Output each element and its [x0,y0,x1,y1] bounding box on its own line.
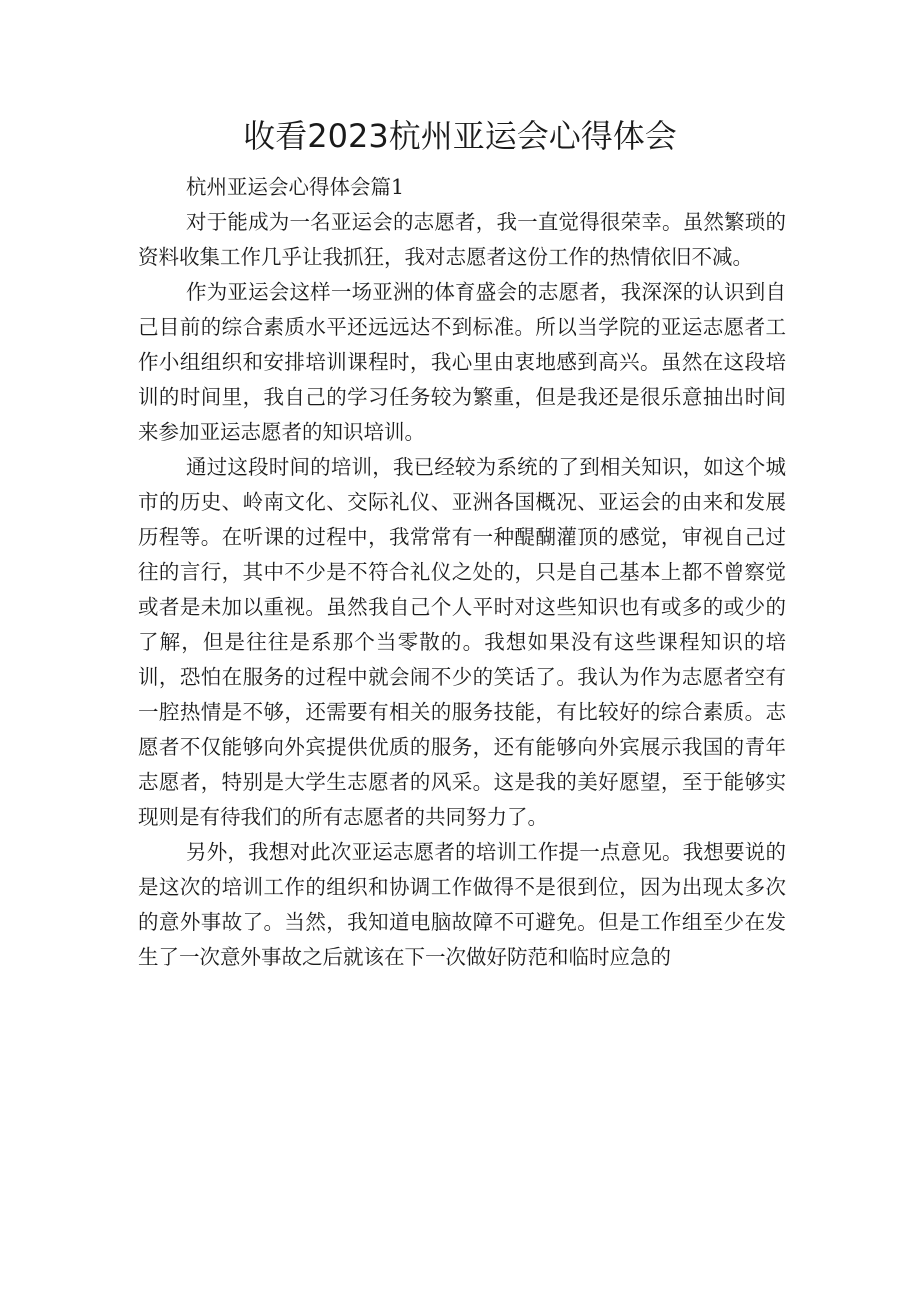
paragraph-3: 通过这段时间的培训，我已经较为系统的了到相关知识，如这个城市的历史、岭南文化、交际礼仪、亚洲各国概况、亚运会的由来和发展历程等。在听课的过程中，我常常有一种醍醐灌顶的感觉，审视自己过往的言行，其中不少是不符合礼仪之处的，只是自己基本上都不曾察觉或者是未加以重视。虽然我自己个人平时对这些知识也有或多的或少的了解，但是往往是系那个当零散的。我想如果没有这些课程知识的培训，恐怕在服务的过程中就会闹不少的笑话了。我认为作为志愿者空有一腔热情是不够，还需要有相关的服务技能，有比较好的综合素质。志愿者不仅能够向外宾提供优质的服务，还有能够向外宾展示我国的青年志愿者，特别是大学生志愿者的风采。这是我的美好愿望，至于能够实现则是有待我们的所有志愿者的共同努力了。 [138,455,786,829]
paragraph-1: 对于能成为一名亚运会的志愿者，我一直觉得很荣幸。虽然繁琐的资料收集工作几乎让我抓狂，我对志愿者这份工作的热情依旧不减。 [138,210,786,269]
document-title: 收看2023杭州亚运会心得体会 [243,117,677,155]
paragraph-4: 另外，我想对此次亚运志愿者的培训工作提一点意见。我想要说的是这次的培训工作的组织和协调工作做得不是很到位，因为出现太多次的意外事故了。当然，我知道电脑故障不可避免。但是工作组至少在发生了一次意外事故之后就该在下一次做好防范和临时应急的 [138,840,786,969]
document-body [138,170,786,975]
section-heading: 杭州亚运会心得体会篇1 [186,175,405,199]
paragraph-2: 作为亚运会这样一场亚洲的体育盛会的志愿者，我深深的认识到自己目前的综合素质水平还远远达不到标准。所以当学院的亚运志愿者工作小组组织和安排培训课程时，我心里由衷地感到高兴。虽然在这段培训的时间里，我自己的学习任务较为繁重，但是我还是很乐意抽出时间来参加亚运志愿者的知识培训。 [138,280,786,444]
